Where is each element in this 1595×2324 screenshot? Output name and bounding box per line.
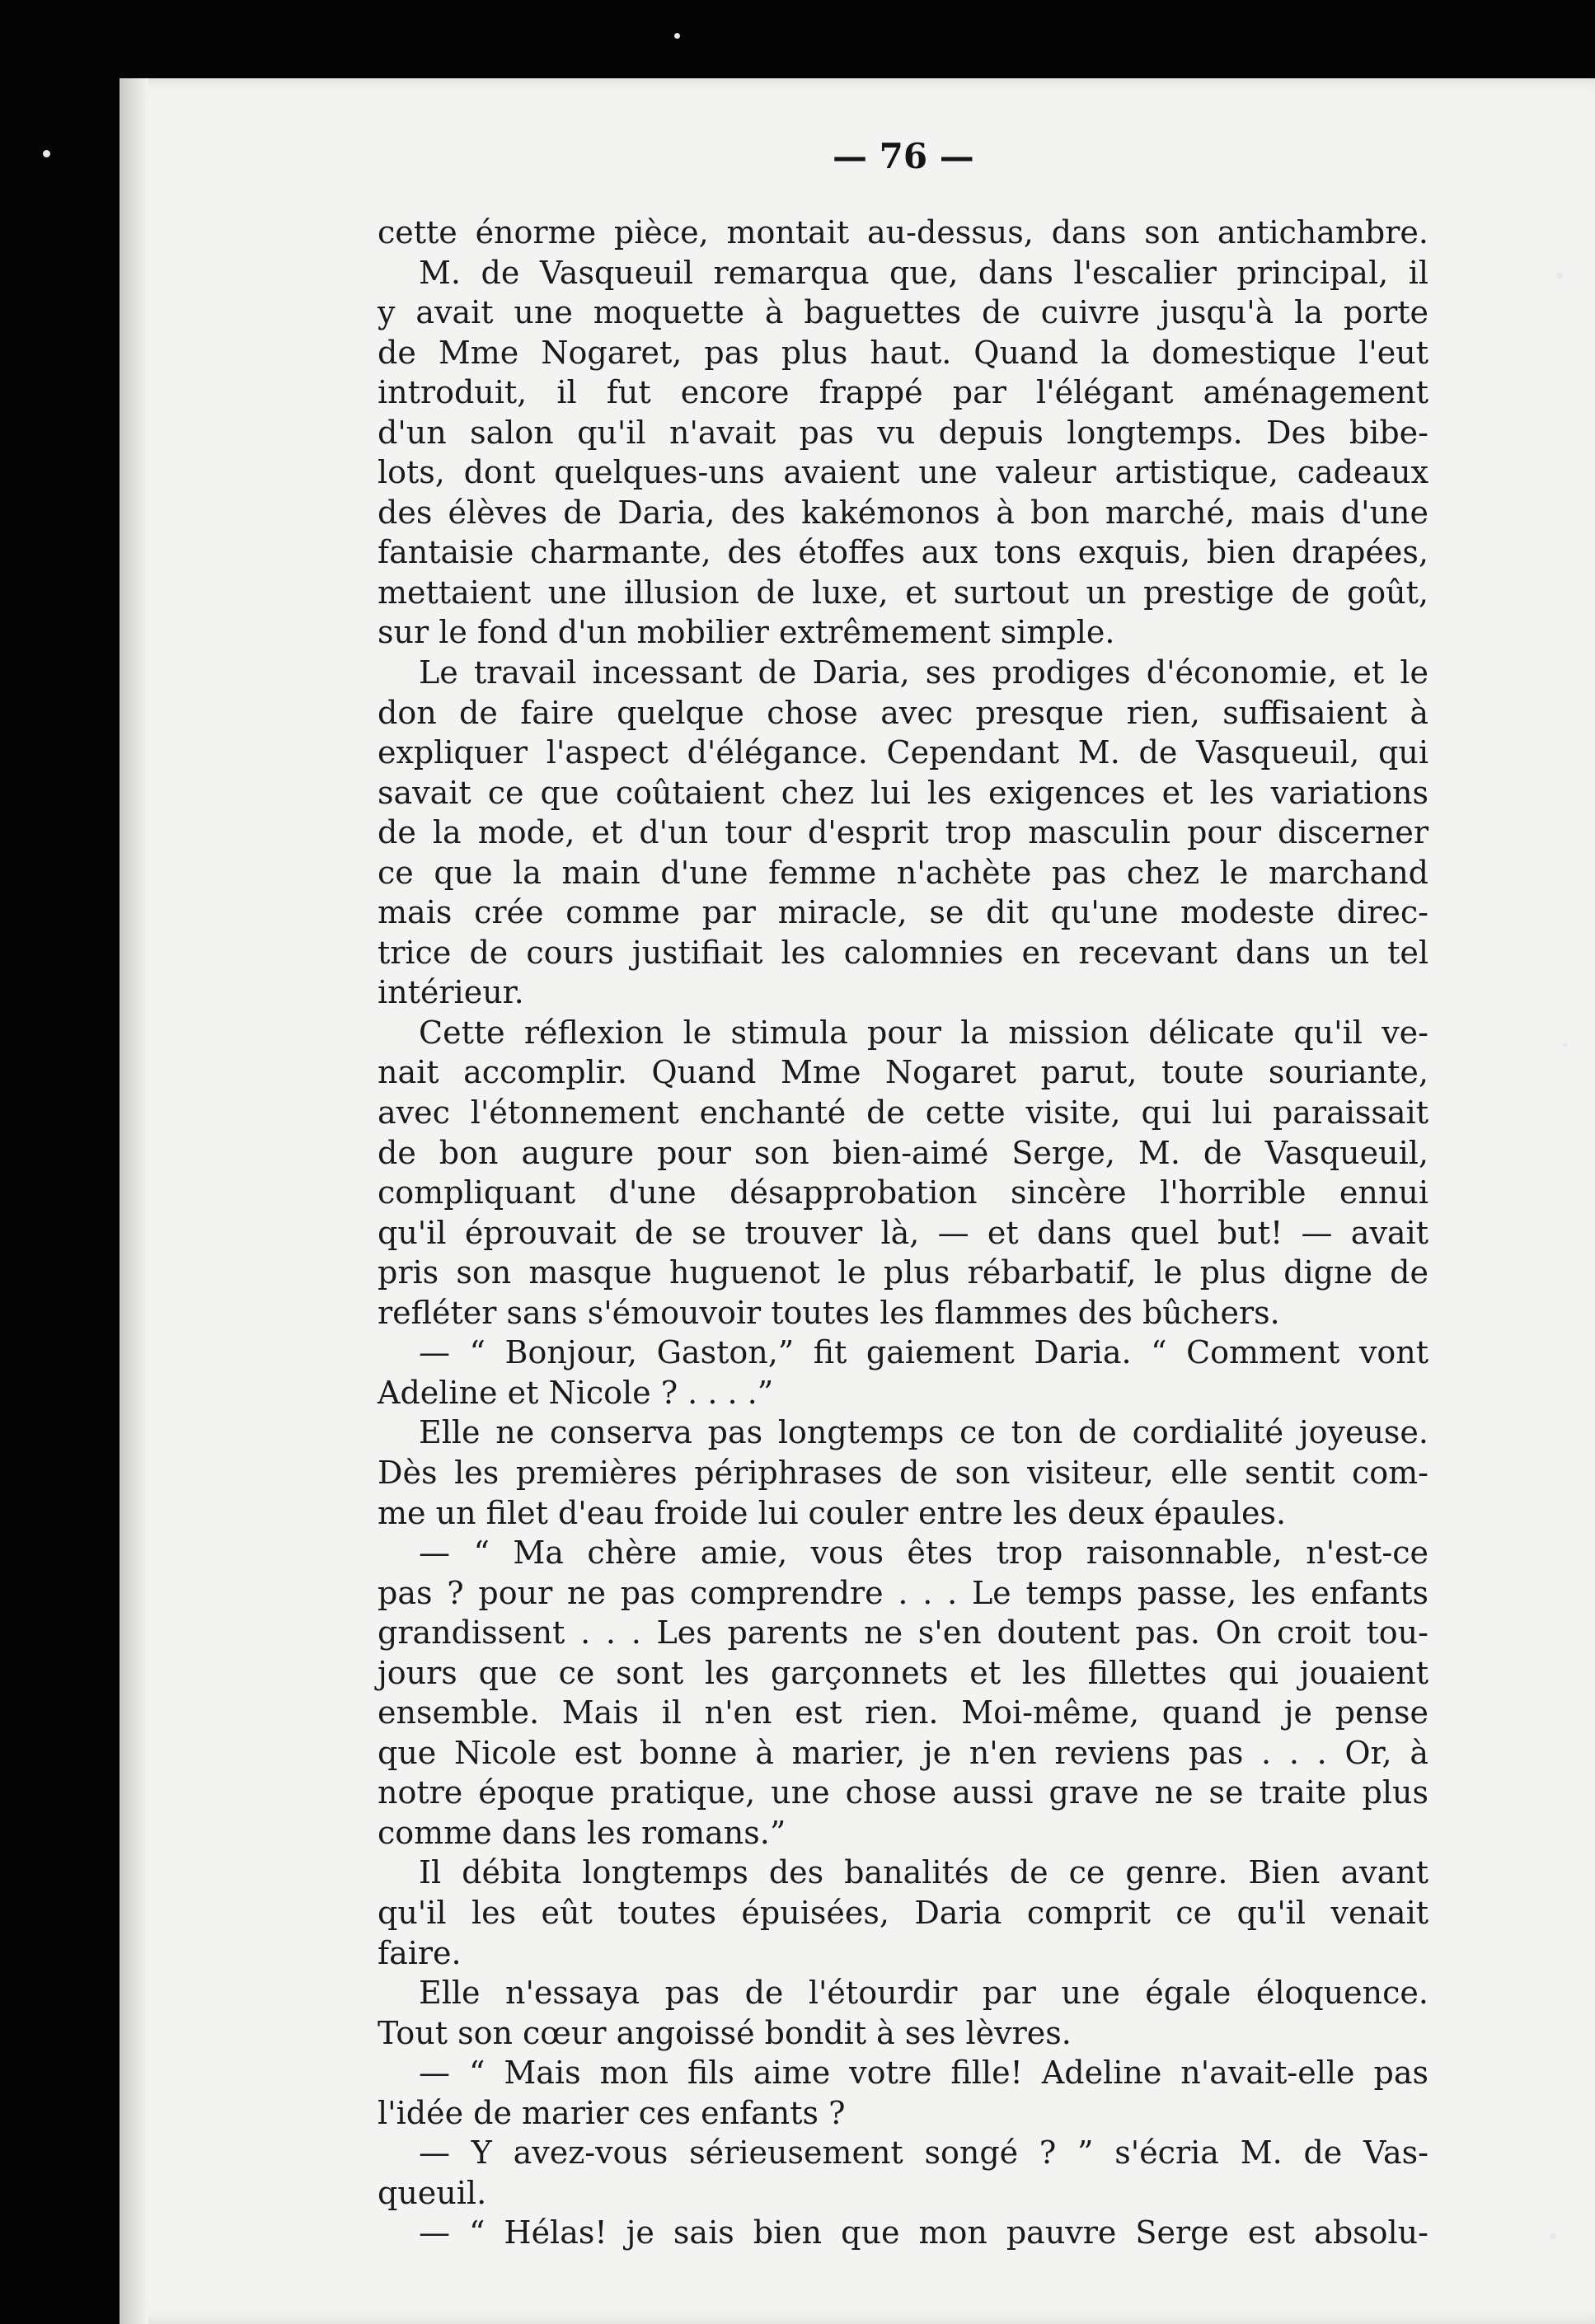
text-line: cette énorme pièce, montait au-dessus, dans son antichambre.	[378, 214, 1428, 251]
dust-speck	[43, 150, 50, 157]
text-line: de la mode, et d'un tour d'esprit trop masculin pour discerner	[378, 814, 1428, 851]
text-line: Elle n'essaya pas de l'étourdir par une égale éloquence.	[419, 1975, 1428, 2012]
text-line: — “ Hélas! je sais bien que mon pauvre Serge est absolu-	[419, 2214, 1428, 2251]
text-line: expliquer l'aspect d'élégance. Cependant M. de Vasqueuil, qui	[378, 734, 1428, 771]
text-line: l'idée de marier ces enfants ?	[378, 2094, 846, 2131]
text-line: que Nicole est bonne à marier, je n'en reviens pas . . . Or, à	[378, 1734, 1428, 1771]
text-line: Tout son cœur angoissé bondit à ses lèvres.	[378, 2014, 1072, 2051]
text-line: d'un salon qu'il n'avait pas vu depuis longtemps. Des bibe-	[378, 414, 1428, 451]
text-line: mais crée comme par miracle, se dit qu'une modeste direc-	[378, 894, 1428, 931]
text-line: pas ? pour ne pas comprendre . . . Le temps passe, les enfants	[378, 1574, 1428, 1611]
text-line: qu'il les eût toutes épuisées, Daria comprit ce qu'il venait	[378, 1894, 1428, 1931]
text-line: y avait une moquette à baguettes de cuivre jusqu'à la porte	[378, 294, 1428, 331]
text-line: ensemble. Mais il n'en est rien. Moi-même, quand je pense	[378, 1694, 1428, 1731]
page-binding-shadow	[120, 78, 148, 2324]
text-line: refléter sans s'émouvoir toutes les flammes des bûchers.	[378, 1294, 1280, 1331]
text-line: ce que la main d'une femme n'achète pas chez le marchand	[378, 854, 1428, 891]
text-line: — Y avez-vous sérieusement songé ? ” s'écria M. de Vas-	[419, 2134, 1428, 2172]
text-line: pris son masque huguenot le plus rébarbatif, le plus digne de	[378, 1254, 1428, 1291]
text-line: — “ Ma chère amie, vous êtes trop raisonnable, n'est-ce	[419, 1534, 1428, 1572]
text-line: nait accomplir. Quand Mme Nogaret parut, toute souriante,	[378, 1054, 1428, 1091]
text-line: des élèves de Daria, des kakémonos à bon marché, mais d'une	[378, 494, 1428, 531]
text-line: compliquant d'une désapprobation sincère l'horrible ennui	[378, 1174, 1428, 1211]
text-line: notre époque pratique, une chose aussi grave ne se traite plus	[378, 1774, 1428, 1811]
text-line: Il débita longtemps des banalités de ce genre. Bien avant	[419, 1854, 1428, 1891]
text-line: queuil.	[378, 2174, 487, 2211]
text-line: sur le fond d'un mobilier extrêmement simple.	[378, 614, 1115, 651]
text-line: Cette réflexion le stimula pour la mission délicate qu'il ve-	[419, 1014, 1428, 1051]
text-line: avec l'étonnement enchanté de cette visite, qui lui paraissait	[378, 1094, 1428, 1132]
text-line: savait ce que coûtaient chez lui les exigences et les variations	[378, 774, 1428, 811]
dust-speck	[1550, 2233, 1556, 2240]
dust-speck	[674, 33, 680, 39]
text-line: M. de Vasqueuil remarqua que, dans l'escalier principal, il	[419, 254, 1428, 291]
text-line: intérieur.	[378, 974, 524, 1011]
page-number: — 76 —	[833, 136, 974, 176]
text-line: Elle ne conserva pas longtemps ce ton de cordialité joyeuse.	[419, 1414, 1428, 1451]
text-line: introduit, il fut encore frappé par l'élégant aménagement	[378, 374, 1428, 411]
dust-speck	[1563, 1043, 1568, 1047]
text-line: jours que ce sont les garçonnets et les fillettes qui jouaient	[378, 1654, 1428, 1691]
text-line: fantaisie charmante, des étoffes aux tons exquis, bien drapées,	[378, 534, 1428, 571]
text-line: — “ Bonjour, Gaston,” fit gaiement Daria. “ Comment vont	[419, 1334, 1428, 1371]
text-line: don de faire quelque chose avec presque rien, suffisaient à	[378, 694, 1428, 731]
text-line: Dès les premières périphrases de son visiteur, elle sentit com-	[378, 1454, 1428, 1491]
text-line: Adeline et Nicole ? . . . .”	[378, 1374, 774, 1411]
text-line: — “ Mais mon fils aime votre fille! Adeline n'avait-elle pas	[419, 2055, 1428, 2092]
text-line: me un filet d'eau froide lui couler entre les deux épaules.	[378, 1494, 1287, 1531]
text-line: qu'il éprouvait de se trouver là, — et dans quel but! — avait	[378, 1214, 1428, 1251]
text-line: mettaient une illusion de luxe, et surtout un prestige de goût,	[378, 574, 1428, 611]
body-text	[378, 213, 1428, 2253]
text-line: lots, dont quelques-uns avaient une valeur artistique, cadeaux	[378, 454, 1428, 491]
dust-speck	[1556, 272, 1563, 279]
text-line: faire.	[378, 1934, 462, 1971]
text-line: grandissent . . . Les parents ne s'en doutent pas. On croit tou-	[378, 1614, 1428, 1652]
text-line: trice de cours justifiait les calomnies en recevant dans un tel	[378, 934, 1428, 971]
text-line: de Mme Nogaret, pas plus haut. Quand la domestique l'eut	[378, 334, 1428, 371]
text-line: Le travail incessant de Daria, ses prodiges d'économie, et le	[419, 654, 1428, 691]
text-line: de bon augure pour son bien-aimé Serge, M. de Vasqueuil,	[378, 1134, 1428, 1171]
text-line: comme dans les romans.”	[378, 1814, 786, 1851]
